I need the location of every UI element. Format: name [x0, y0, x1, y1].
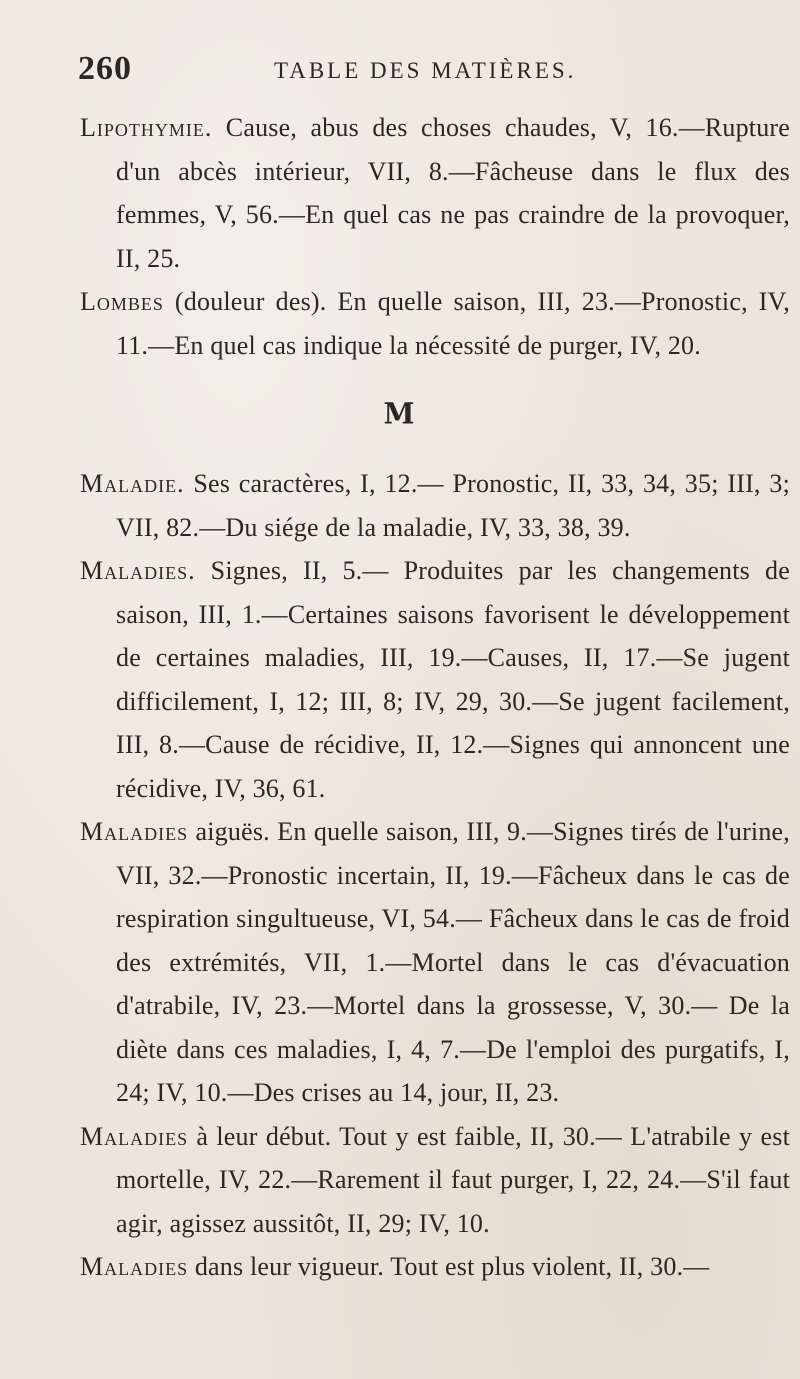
entry-text: aiguës. En quelle saison, III, 9.—Signes tirés de l'urine, VII, 32.—Pronostic incertain, II, 19.—Fâcheux dans le cas de respiration singultueuse, VI, 54.— Fâcheux dans le cas de froid des extrémités, VII, 1.—Mortel dans le cas d'évacuation d'atrabile, IV, 23.—Mortel dans la grossesse, V, 30.— De la diète dans ces maladies, I, 4, 7.—De l'emploi des purgatifs, I, 24; IV, 10.—Des crises au 14, jour, II, 23.	[116, 817, 790, 1107]
entry-headword: Maladies.	[80, 556, 196, 585]
entry-headword: Maladies	[80, 1252, 189, 1281]
entry-headword: Maladies	[80, 817, 189, 846]
running-head	[78, 50, 678, 90]
index-entry-lombes	[80, 280, 790, 367]
index-entry-maladies-aigues	[80, 810, 790, 1115]
section-letter: M	[383, 396, 417, 431]
entry-text: (douleur des). En quelle saison, III, 23.—Pronostic, IV, 11.—En quel cas indique la nécessité de purger, IV, 20.	[116, 287, 790, 360]
index-entries	[0, 106, 800, 1289]
entry-text: Signes, II, 5.— Produites par les changements de saison, III, 1.—Certaines saisons favorisent le développement de certaines maladies, III, 19.—Causes, II, 17.—Se jugent difficilement, I, 12; III, 8; IV, 29, 30.—Se jugent facilement, III, 8.—Cause de récidive, II, 12.—Signes qui annoncent une récidive, IV, 36, 61.	[116, 556, 790, 803]
entry-headword: Lipothymie.	[80, 113, 213, 142]
index-entry-maladies	[80, 549, 790, 810]
index-entry-maladies-vigueur	[80, 1245, 790, 1289]
running-title: TABLE DES MATIÈRES.	[274, 58, 577, 83]
index-entry-maladies-debut	[80, 1115, 790, 1246]
entry-text: à leur début. Tout y est faible, II, 30.— L'atrabile y est mortelle, IV, 22.—Rarement il faut purger, I, 22, 24.—S'il faut agir, agissez aussitôt, II, 29; IV, 10.	[116, 1121, 790, 1238]
entry-headword: Lombes	[80, 287, 164, 316]
index-entry-maladie	[80, 462, 790, 549]
entry-text: dans leur vigueur. Tout est plus violent, II, 30.—	[188, 1252, 710, 1281]
index-entry-lipothymie	[80, 106, 790, 280]
entry-headword: Maladie.	[80, 469, 185, 498]
entry-headword: Maladies	[80, 1121, 189, 1151]
entry-text: Cause, abus des choses chaudes, V, 16.—Rupture d'un abcès intérieur, VII, 8.—Fâcheuse dans le flux des femmes, V, 56.—En quel cas ne pas craindre de la provoquer, II, 25.	[116, 113, 790, 273]
page-number: 260	[78, 50, 132, 87]
entry-text: Ses caractères, I, 12.— Pronostic, II, 33, 34, 35; III, 3; VII, 82.—Du siége de la maladie, IV, 33, 38, 39.	[116, 469, 790, 542]
